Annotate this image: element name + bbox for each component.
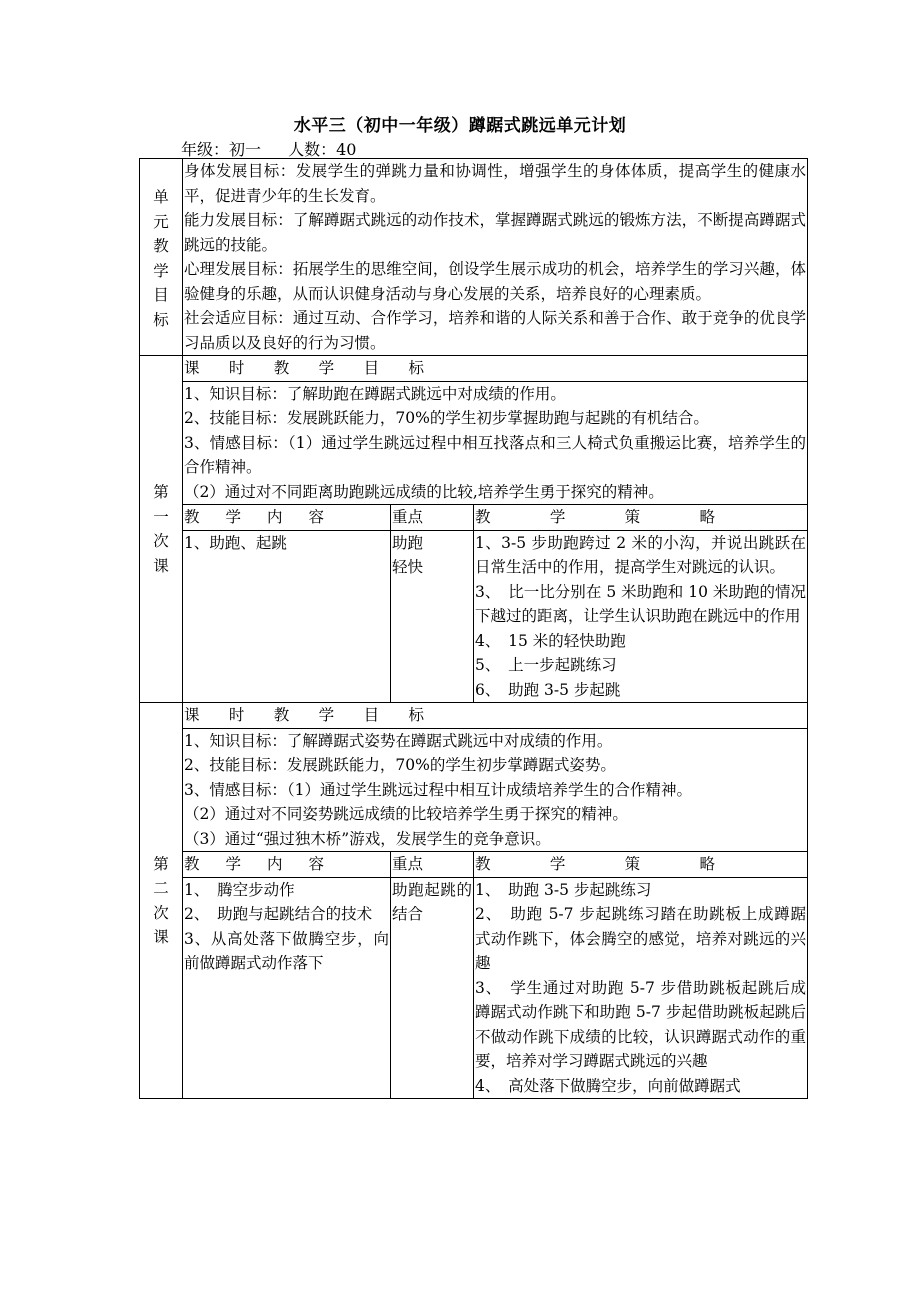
strategy-header: 教 学 策 略 xyxy=(474,505,808,531)
lesson2-label: 第 二 次 课 xyxy=(140,703,183,1099)
objective-item: （2）通过对不同姿势跳远成绩的比较培养学生勇于探究的精神。 xyxy=(184,805,628,823)
strategy-header: 教 学 策 略 xyxy=(474,852,808,878)
objective-item: 1、知识目标：了解助跑在蹲踞式跳远中对成绩的作用。 xyxy=(184,384,566,403)
strategy-item: 3、 比一比分别在 5 米助跑和 10 米助跑的情况下越过的距离，让学生认识助跑在跳远中的作用 xyxy=(475,582,807,625)
lesson1-column-headers xyxy=(140,505,808,531)
lesson2-content: 1、 腾空步动作 2、 助跑与起跳结合的技术 3、从高处落下做腾空步，向前做蹲踞式动作落下 xyxy=(183,877,391,1099)
strategy-item: 5、 上一步起跳练习 xyxy=(475,656,617,674)
objective-item: （2）通过对不同距离助跑跳远成绩的比较,培养学生勇于探究的精神。 xyxy=(184,482,664,501)
lesson2-column-headers xyxy=(140,852,808,878)
objective-item: 2、技能目标：发展跳跃能力，70%的学生初步掌握助跑与起跳的有机结合。 xyxy=(184,409,709,427)
focus-header: 重点 xyxy=(391,505,474,531)
lesson2-objectives-header: 课 时 教 学 目 标 xyxy=(183,703,808,729)
strategy-item: 1、 助跑 3-5 步起跳练习 xyxy=(475,880,652,899)
lesson2-focus: 助跑起跳的结合 xyxy=(391,877,474,1099)
goal-physical: 身体发展目标：发展学生的弹跳力量和协调性，增强学生的身体体质，提高学生的健康水平，促进青少年的生长发育。 xyxy=(184,162,807,205)
lesson2-strategy xyxy=(474,877,808,1099)
lesson1-objectives xyxy=(183,381,808,505)
lesson1-focus: 助跑 轻快 xyxy=(391,530,474,703)
lesson1-objectives-header: 课 时 教 学 目 标 xyxy=(183,356,808,382)
objective-item: （3）通过“强过独木桥”游戏，发展学生的竞争意识。 xyxy=(184,829,551,848)
focus-header: 重点 xyxy=(391,852,474,878)
unit-goals-row xyxy=(140,159,808,356)
unit-plan-table xyxy=(139,158,807,1099)
lesson1-content: 1、助跑、起跳 xyxy=(183,530,391,703)
goal-social: 社会适应目标：通过互动、合作学习，培养和谐的人际关系和善于合作、敢于竞争的优良学习品质以及良好的行为习惯。 xyxy=(184,309,807,352)
objective-item: 2、技能目标：发展跳跃能力，70%的学生初步掌蹲踞式姿势。 xyxy=(184,756,616,774)
objective-item: 3、情感目标：（1）通过学生跳远过程中相互计成绩培养学生的合作精神。 xyxy=(184,780,692,799)
class-meta xyxy=(181,137,378,160)
objective-item: 3、情感目标：（1）通过学生跳远过程中相互找落点和三人椅式负重搬运比赛，培养学生的合作精神。 xyxy=(184,433,807,476)
content-header: 教 学 内 容 xyxy=(183,505,391,531)
unit-goals xyxy=(183,159,808,356)
strategy-item: 1、3-5 步助跑跨过 2 米的小沟，并说出跳跃在日常生活中的作用，提高学生对跳远的认识。 xyxy=(475,533,807,576)
goal-psychological: 心理发展目标：拓展学生的思维空间，创设学生展示成功的机会，培养学生的学习兴趣，体验健身的乐趣，从而认识健身活动与身心发展的关系，培养良好的心理素质。 xyxy=(184,260,807,303)
strategy-item: 4、 15 米的轻快助跑 xyxy=(475,631,626,650)
page-title: 水平三（初中一年级）蹲踞式跳远单元计划 xyxy=(293,116,627,136)
content-header: 教 学 内 容 xyxy=(183,852,391,878)
strategy-item: 2、 助跑 5-7 步起跳练习踏在助跳板上成蹲踞式动作跳下，体会腾空的感觉，培养对跳远的兴趣 xyxy=(475,905,807,972)
strategy-item: 6、 助跑 3-5 步起跳 xyxy=(475,680,621,699)
strategy-item: 3、 学生通过对助跑 5-7 步借助跳板起跳后成蹲踞式动作跳下和助跑 5-7 步起借助跳板起跳后不做动作跳下成绩的比较，认识蹲踞式动作的重要，培养对学习蹲踞式跳远的兴趣 xyxy=(475,978,807,1070)
goal-ability: 能力发展目标：了解蹲踞式跳远的动作技术，掌握蹲踞式跳远的锻炼方法，不断提高蹲踞式跳远的技能。 xyxy=(184,211,807,254)
objective-item: 1、知识目标：了解蹲踞式姿势在蹲踞式跳远中对成绩的作用。 xyxy=(184,731,613,750)
lesson2-objectives xyxy=(183,728,808,852)
lesson1-strategy xyxy=(474,530,808,703)
student-count: 人数：40 xyxy=(288,140,357,159)
lesson1-label: 第 一 次 课 xyxy=(140,356,183,703)
grade-label: 年级：初一 xyxy=(181,140,262,159)
strategy-item: 4、 高处落下做腾空步，向前做蹲踞式 xyxy=(475,1076,741,1095)
unit-goals-label: 单 元 教 学 目 标 xyxy=(140,159,183,356)
